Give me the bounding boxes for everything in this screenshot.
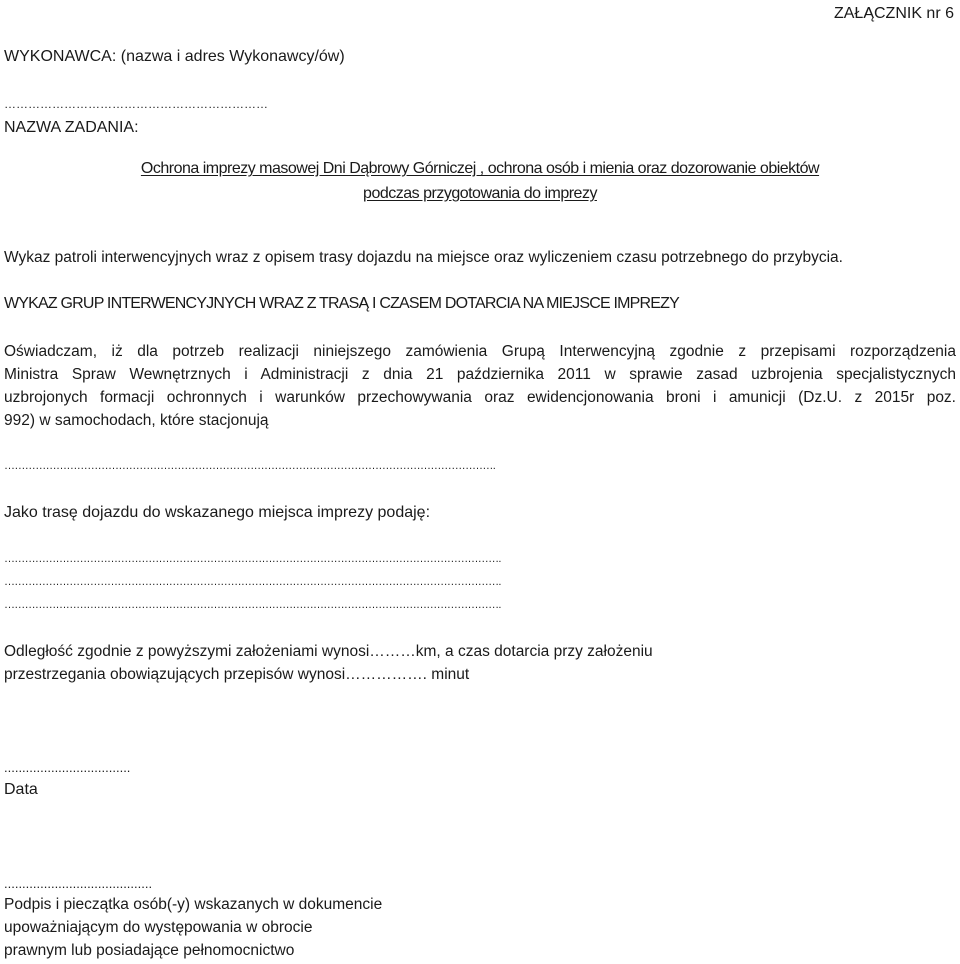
route-dots-1: ………………………………………………………………………………………………………………………………. [4,553,501,565]
declaration-line-1: Oświadczam, iż dla potrzeb realizacji niniejszego zamówienia Grupą Interwencyjną zgodnie z przepisami rozporządzenia [4,343,956,360]
section-heading: WYKAZ GRUP INTERWENCYJNYCH WRAZ Z TRASĄ I CZASEM DOTARCIA NA MIEJSCE IMPREZY [4,295,679,312]
signature-line-2: upoważniającym do występowania w obrocie [4,919,313,936]
date-label: Data [4,781,38,798]
intro-text: Wykaz patroli interwencyjnych wraz z opisem trasy dojazdu na miejsce oraz wyliczeniem czasu potrzebnego do przybycia. [4,249,843,266]
attachment-number: ZAŁĄCZNIK nr 6 [833,5,954,22]
signature-line-3: prawnym lub posiadające pełnomocnictwo [4,942,295,959]
signature-line-1: Podpis i pieczątka osób(-y) wskazanych w dokumencie [4,896,383,913]
signature-dots: ......................................... [4,876,153,891]
route-dots-2: ………………………………………………………………………………………………………………………………. [4,576,501,588]
distance-line-2: przestrzegania obowiązujących przepisów wynosi……………. minut [4,666,470,683]
contractor-label: WYKONAWCA: (nazwa i adres Wykonawcy/ów) [4,48,345,65]
task-name-label: NAZWA ZADANIA: [4,119,139,136]
distance-line-1: Odległość zgodnie z powyższymi założeniami wynosi………km, a czas dotarcia przy założeniu [4,643,653,660]
declaration-line-2: Ministra Spraw Wewnętrznych i Administracji z dnia 21 października 2011 w sprawie zasad uzbrojenia specjalistycznych [4,366,956,383]
declaration-dots: ……………………………………………………………………………………………………………………………. [4,460,496,472]
date-dots: ................................... [4,760,131,775]
route-dots-3: ………………………………………………………………………………………………………………………………. [4,599,501,611]
declaration-line-4: 992) w samochodach, które stacjonują [4,412,269,429]
route-label: Jako trasę dojazdu do wskazanego miejsca imprezy podaję: [4,504,431,521]
task-title-line2: podczas przygotowania do imprezy [363,185,597,202]
task-title-line1: Ochrona imprezy masowej Dni Dąbrowy Górniczej , ochrona osób i mienia oraz dozorowanie obiektów [140,160,820,177]
contractor-dots: ………………………………………………………… [4,97,268,111]
declaration-line-3: uzbrojonych formacji ochronnych i warunków przechowywania oraz ewidencjonowania broni i amunicji (Dz.U. z 2015r poz. [4,389,956,406]
